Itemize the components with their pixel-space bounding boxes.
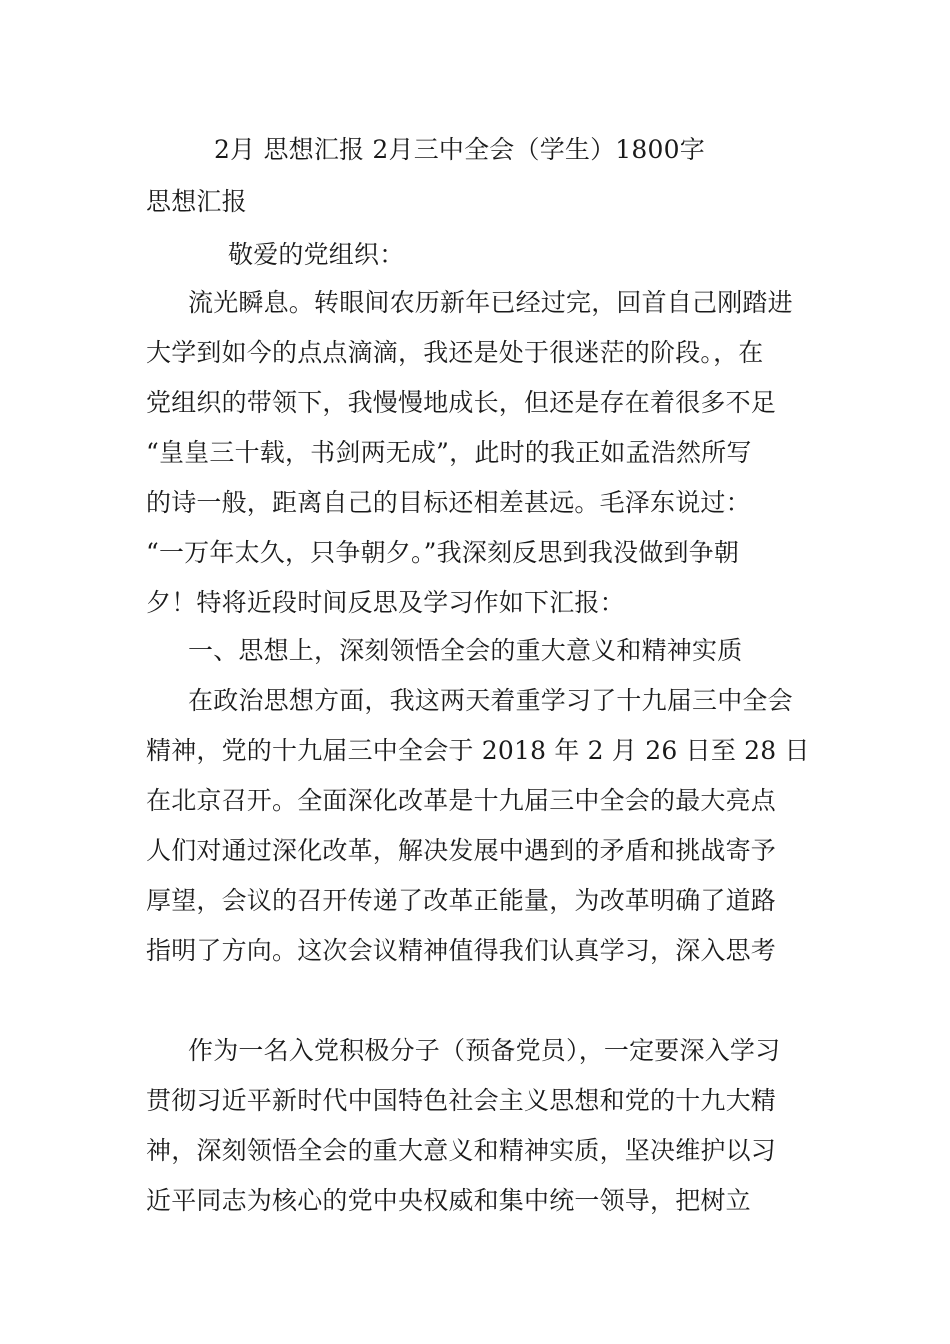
paragraph-line: 在政治思想方面，我这两天着重学习了十九届三中全会 xyxy=(188,686,793,715)
paragraph-line: “皇皇三十载，书剑两无成”，此时的我正如孟浩然所写 xyxy=(146,438,752,467)
document-subtitle: 思想汇报 xyxy=(146,187,247,216)
paragraph-line: 作为一名入党积极分子（预备党员），一定要深入学习 xyxy=(188,1036,781,1065)
paragraph-line: 神，深刻领悟全会的重大意义和精神实质，坚决维护以习 xyxy=(146,1136,777,1165)
paragraph-line: 夕！特将近段时间反思及学习作如下汇报： xyxy=(146,588,625,617)
paragraph-line: 近平同志为核心的党中央权威和集中统一领导，把树立 xyxy=(146,1186,751,1215)
paragraph-line: 精神，党的十九届三中全会于 2018 年 2 月 26 日至 28 日 xyxy=(146,736,810,765)
paragraph-line: 厚望，会议的召开传递了改革正能量，为改革明确了道路 xyxy=(146,886,777,915)
paragraph-line: 贯彻习近平新时代中国特色社会主义思想和党的十九大精 xyxy=(146,1086,777,1115)
paragraph-line: 在北京召开。全面深化改革是十九届三中全会的最大亮点 xyxy=(146,786,777,815)
paragraph-line: 指明了方向。这次会议精神值得我们认真学习，深入思考 xyxy=(146,936,777,965)
paragraph-line: 大学到如今的点点滴滴，我还是处于很迷茫的阶段。，在 xyxy=(146,338,764,367)
paragraph-line: “一万年太久，只争朝夕。”我深刻反思到我没做到争朝 xyxy=(146,538,740,567)
section-heading: 一、思想上，深刻领悟全会的重大意义和精神实质 xyxy=(188,636,743,665)
paragraph-line: 的诗一般，距离自己的目标还相差甚远。毛泽东说过： xyxy=(146,488,751,517)
salutation: 敬爱的党组织： xyxy=(228,240,405,269)
paragraph-line: 人们对通过深化改革，解决发展中遇到的矛盾和挑战寄予 xyxy=(146,836,777,865)
paragraph-line: 流光瞬息。转眼间农历新年已经过完，回首自己刚踏进 xyxy=(188,288,793,317)
document-title: 2月 思想汇报 2月三中全会（学生）1800字 xyxy=(214,135,705,164)
paragraph-line: 党组织的带领下，我慢慢地成长，但还是存在着很多不足 xyxy=(146,388,777,417)
